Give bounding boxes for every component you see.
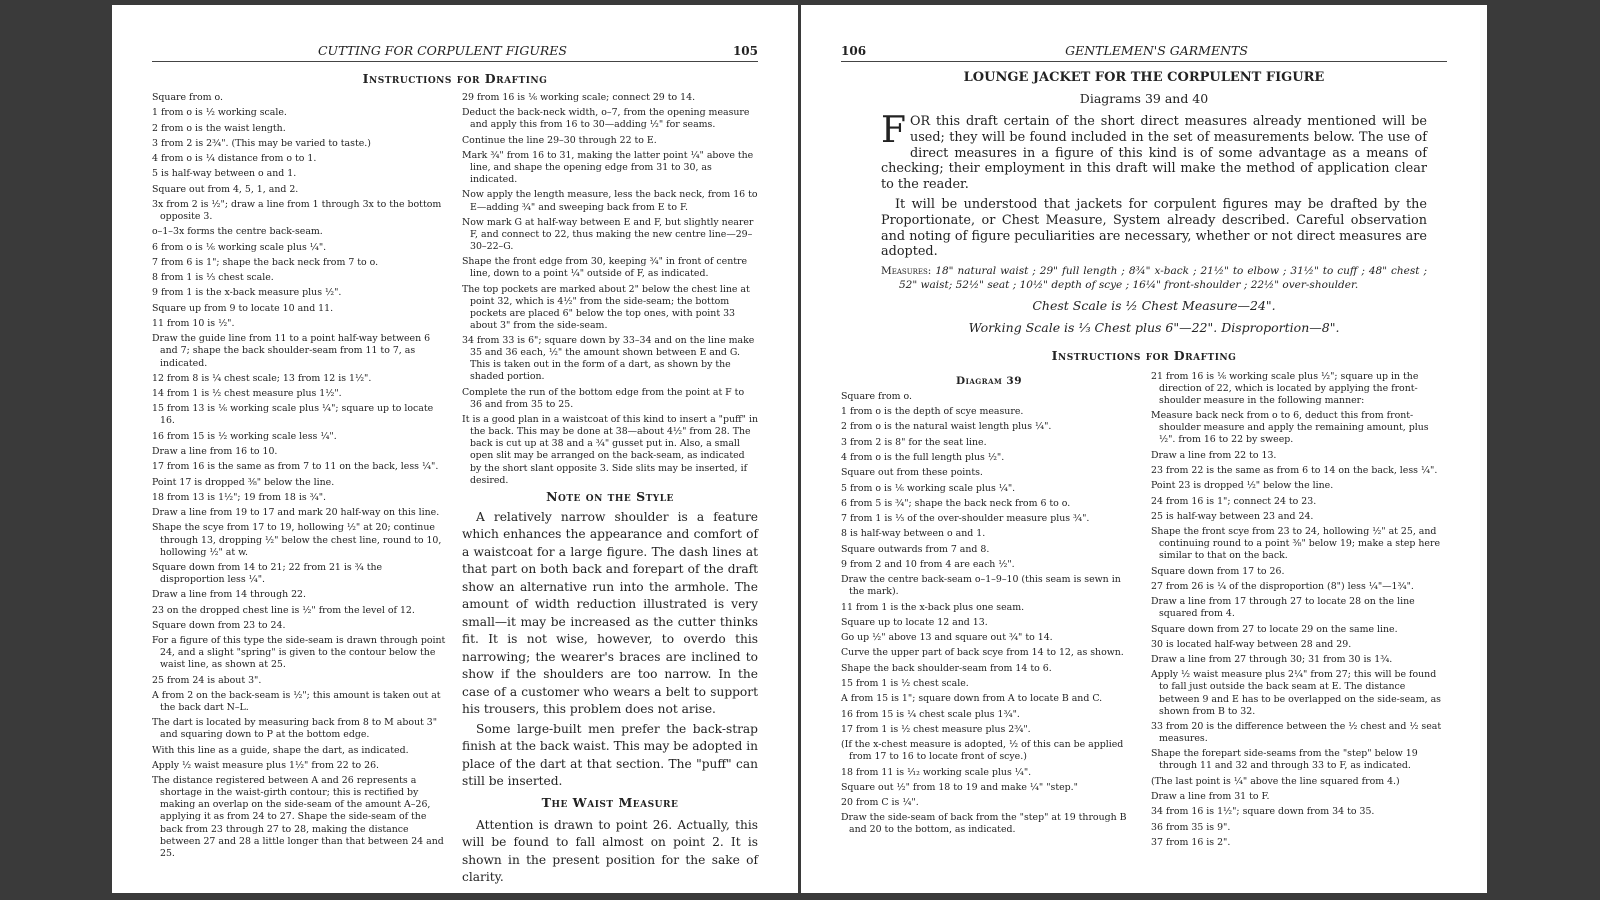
column-left xyxy=(152,92,448,889)
instruction-line: Square down from 23 to 24. xyxy=(152,619,286,631)
instruction-line: Curve the upper part of back scye from 14 to 12, as shown. xyxy=(841,647,1124,659)
instruction-line: 5 is half-way between o and 1. xyxy=(152,168,297,180)
article-subtitle: Diagrams 39 and 40 xyxy=(1079,91,1209,106)
instruction-line: 29 from 16 is ⅙ working scale; connect 29 to 14. xyxy=(462,92,696,103)
instruction-line: 27 from 26 is ¼ of the disproportion (8") less ¼"—1¾". xyxy=(1151,580,1414,592)
instruction-line: Shape the forepart side-seams from the "step" below 19 through 11 and 32 and through 33 to F, as indicated. xyxy=(1151,748,1418,772)
instruction-line: 18 from 11 is ¹⁄₁₂ working scale plus ¼". xyxy=(841,766,1032,778)
instruction-line: 24 from 16 is 1"; connect 24 to 23. xyxy=(1151,495,1317,507)
column-right xyxy=(1151,371,1447,852)
instruction-line: Square from o. xyxy=(841,390,912,402)
intro-paragraph: It will be understood that jackets for corpulent figures may be drafted by the Proportionate, or Chest Measure, System already described. Careful observation and noting of figure peculiarities are necessary, whether or not direct measures are adopted. xyxy=(881,196,1427,260)
page-number: 105 xyxy=(732,44,758,58)
waist-heading: The Waist Measure xyxy=(541,794,679,810)
instruction-line: 37 from 16 is 2". xyxy=(1151,836,1231,848)
instruction-line: 11 from 10 is ½". xyxy=(152,318,235,330)
instruction-line: 9 from 2 and 10 from 4 are each ½". xyxy=(841,558,1015,570)
instruction-line: Draw the centre back-seam o–1–9–10 (this seam is sewn in the mark). xyxy=(841,574,1121,598)
instruction-line: 20 from C is ¼". xyxy=(841,797,919,809)
instruction-line: Square out from 4, 5, 1, and 2. xyxy=(152,183,299,195)
section-heading: Instructions for Drafting xyxy=(1051,347,1237,363)
instruction-line: 2 from o is the waist length. xyxy=(152,122,286,134)
instruction-line: Square down from 27 to locate 29 on the same line. xyxy=(1151,623,1398,635)
instruction-line: o–1–3x forms the centre back-seam. xyxy=(152,226,323,238)
instruction-line: 5 from o is ⅙ working scale plus ¼". xyxy=(841,482,1016,494)
instruction-line: Deduct the back-neck width, o–7, from the opening measure and apply this from 16 to 30—adding ½" for seams. xyxy=(462,107,750,131)
instruction-line: Draw a line from 19 to 17 and mark 20 half-way on this line. xyxy=(152,507,440,519)
instruction-line: 23 on the dropped chest line is ½" from the level of 12. xyxy=(152,604,415,616)
instruction-line: 2 from o is the natural waist length plus ¼". xyxy=(841,421,1052,433)
running-title: CUTTING FOR CORPULENT FIGURES xyxy=(317,43,567,58)
instruction-line: 6 from o is ⅙ working scale plus ¼". xyxy=(152,241,327,253)
instruction-line: 21 from 16 is ⅙ working scale plus ½"; square up in the direction of 22, which is located by applying the front-shoulder measure in the following manner: xyxy=(1151,370,1419,406)
instruction-line: 3 from 2 is 8" for the seat line. xyxy=(841,436,987,448)
instruction-line: Square down from 17 to 26. xyxy=(1151,565,1285,577)
instruction-line: 7 from 6 is 1"; shape the back neck from 7 to o. xyxy=(152,256,379,268)
instruction-line: 14 from 1 is ½ chest measure plus 1½". xyxy=(152,388,342,400)
instruction-line: 3 from 2 is 2¾". (This may be varied to taste.) xyxy=(152,137,371,149)
instruction-line: Square up to locate 12 and 13. xyxy=(841,616,988,628)
intro xyxy=(841,110,1447,336)
instruction-line: Draw a line from 16 to 10. xyxy=(152,446,278,457)
instruction-line: Draw a line from 27 through 30; 31 from 30 is 1¾. xyxy=(1151,654,1393,666)
instruction-line: 11 from 1 is the x-back plus one seam. xyxy=(841,601,1025,613)
instruction-line: The distance registered between A and 26 represents a shortage in the waist-girth contour; this is rectified by making an overlap on the side-seam of the amount A–26, applying it as from 24 to 27. Shape the side-seam of the back from 23 through 27 to 28, making the distance between 27 and 28 a little longer than that between 24 and 25. xyxy=(152,775,444,859)
column-right xyxy=(462,92,758,889)
measures-label: Measures: xyxy=(881,265,932,278)
instruction-line: Square from o. xyxy=(152,92,223,103)
instruction-line: 8 is half-way between o and 1. xyxy=(841,528,986,540)
instruction-line: 23 from 22 is the same as from 6 to 14 on the back, less ¼". xyxy=(1151,464,1438,476)
instruction-line: 6 from 5 is ¾"; shape the back neck from 6 to o. xyxy=(841,497,1071,509)
measures-text: 18" natural waist ; 29" full length ; 8¾" x-back ; 21½" to elbow ; 31½" to cuff ; 48" chest ; 52" waist; 52½" seat ; 10½" depth of scye ; 16¼" front-shoulder ; 22½" over-shoulder. xyxy=(899,265,1427,292)
instruction-line: Measure back neck from o to 6, deduct this from front-shoulder measure and apply the remaining amount, plus ½". from 16 to 22 by sweep. xyxy=(1151,410,1429,446)
style-heading: Note on the Style xyxy=(546,488,674,504)
instruction-line: 36 from 35 is 9". xyxy=(1151,821,1231,833)
instruction-line: The dart is located by measuring back from 8 to M about 3" and squaring down to P at the bottom edge. xyxy=(152,717,438,741)
instruction-line: 34 from 16 is 1½"; square down from 34 to 35. xyxy=(1151,806,1375,818)
section-heading: Instructions for Drafting xyxy=(362,71,548,86)
instruction-line: A from 2 on the back-seam is ½"; this amount is taken out at the back dart N–L. xyxy=(152,689,441,713)
instruction-line: 34 from 33 is 6"; square down by 33–34 and on the line make 35 and 36 each, ½" the amount shown between E and G. This is taken out in the form of a dart, as shown by the shaded portion. xyxy=(462,335,755,383)
instruction-line: 7 from 1 is ⅓ of the over-shoulder measure plus ¾". xyxy=(841,513,1090,525)
working-scale: Working Scale is ⅓ Chest plus 6"—22". Disproportion—8". xyxy=(968,319,1340,335)
instruction-line: Continue the line 29–30 through 22 to E. xyxy=(462,134,657,146)
instruction-line: Apply ½ waist measure plus 2¼" from 27; this will be found to fall just outside the back seam at E. The distance between 9 and E has to be overlapped on the side-seam, as shown from B to 32. xyxy=(1151,669,1441,717)
body-paragraph: Attention is drawn to point 26. Actually, this will be found to fall almost on point 2. It is shown in the present position for the sake of clarity. xyxy=(462,817,758,885)
running-header xyxy=(152,43,758,62)
instruction-line: Draw a line from 14 through 22. xyxy=(152,589,306,601)
drop-cap: F xyxy=(881,110,906,151)
instruction-line: Shape the front scye from 23 to 24, hollowing ½" at 25, and continuing round to a point ⅜" below 19; make a step here similar to that on the back. xyxy=(1151,526,1440,562)
instruction-line: The top pockets are marked about 2" below the chest line at point 32, which is 4½" from the side-seam; the bottom pockets are placed 6" below the top ones, with point 33 about 3" from the side-seam. xyxy=(462,283,750,331)
instruction-line: It is a good plan in a waistcoat of this kind to insert a "puff" in the back. This may be done at 38—about 4½" from 28. The back is cut up at 38 and a ¾" gusset put in. Also, a small open slit may be arranged on the back-seam, as indicated by the short slant opposite 3. Side slits may be inserted, if desired. xyxy=(462,414,759,486)
instruction-line: 16 from 15 is ½ working scale less ¼". xyxy=(152,430,337,442)
instruction-line: Draw a line from 17 through 27 to locate 28 on the line squared from 4. xyxy=(1151,596,1415,620)
instruction-line: Square out ½" from 18 to 19 and make ¼" "step." xyxy=(841,781,1078,793)
instruction-line: 9 from 1 is the x-back measure plus ½". xyxy=(152,287,342,299)
instruction-line: Now apply the length measure, less the back neck, from 16 to E—adding ¾" and sweeping back from E to F. xyxy=(462,189,758,213)
instruction-line: Mark ¾" from 16 to 31, making the latter point ¼" above the line, and shape the opening edge from 31 to 30, as indicated. xyxy=(462,149,754,186)
body-paragraph: A relatively narrow shoulder is a feature which enhances the appearance and comfort of a waistcoat for a large figure. The dash lines at that part on both back and forepart of the draft show an alternative run into the armhole. The amount of width reduction illustrated is very small—it may be increased as the cutter thinks fit. It is not wise, however, to overdo this narrowing; the wearer's braces are inclined to show if the shoulders are too narrow. In the case of a customer who wears a belt to support his trousers, this problem does not arise. xyxy=(462,509,758,717)
instruction-line: 4 from o is the full length plus ½". xyxy=(841,451,1005,463)
page-number: 106 xyxy=(841,44,867,58)
instruction-line: Draw a line from 22 to 13. xyxy=(1151,449,1277,461)
instruction-line: Shape the scye from 17 to 19, hollowing ½" at 20; continue through 13, dropping ½" below the chest line, round to 10, hollowing ½" at w. xyxy=(152,522,442,558)
intro-paragraph: FOR this draft certain of the short direct measures already mentioned will be used; they will be found included in the set of measurements below. The use of direct measures in a figure of this kind is of some advantage as a means of checking; their employment in this draft will make the method of application clear to the reader. xyxy=(881,110,1427,193)
instruction-line: With this line as a guide, shape the dart, as indicated. xyxy=(152,744,409,756)
page-106 xyxy=(801,5,1487,893)
instruction-line: Draw the side-seam of back from the "step" at 19 through B and 20 to the bottom, as indicated. xyxy=(841,812,1127,836)
instruction-line: 25 is half-way between 23 and 24. xyxy=(1151,510,1314,522)
instruction-line: Draw a line from 31 to F. xyxy=(1151,790,1270,802)
instruction-line: Shape the back shoulder-seam from 14 to 6. xyxy=(841,662,1052,674)
instruction-line: 33 from 20 is the difference between the ½ chest and ½ seat measures. xyxy=(1151,720,1442,745)
instruction-line: Now mark G at half-way between E and F, but slightly nearer F, and connect to 22, thus making the new centre line—29–30–22–G. xyxy=(462,216,754,252)
instruction-line: 30 is located half-way between 28 and 29. xyxy=(1151,638,1352,650)
instruction-line: Apply ½ waist measure plus 1½" from 22 to 26. xyxy=(152,759,380,771)
text-columns xyxy=(841,371,1447,852)
instruction-line: 3x from 2 is ½"; draw a line from 1 through 3x to the bottom opposite 3. xyxy=(152,198,442,223)
instruction-line: 17 from 1 is ½ chest measure plus 2¾". xyxy=(841,723,1031,735)
instruction-line: Square down from 14 to 21; 22 from 21 is ¾ the disproportion less ¼". xyxy=(152,561,383,585)
instruction-line: Square outwards from 7 and 8. xyxy=(841,543,990,555)
instruction-line: A from 15 is 1"; square down from A to locate B and C. xyxy=(841,693,1103,705)
running-header xyxy=(841,43,1447,62)
instruction-line: 16 from 15 is ¼ chest scale plus 1¾". xyxy=(841,708,1020,720)
instruction-line: 1 from o is ½ working scale. xyxy=(152,107,287,119)
running-title: GENTLEMEN'S GARMENTS xyxy=(1065,43,1248,58)
instruction-line: Go up ½" above 13 and square out ¾" to 14. xyxy=(841,632,1053,644)
instruction-line: (If the x-chest measure is adopted, ½ of this can be applied from 17 to 16 to locate front of scye.) xyxy=(841,739,1124,763)
instruction-line: 1 from o is the depth of scye measure. xyxy=(841,406,1024,418)
column-left xyxy=(841,371,1137,852)
measures xyxy=(881,264,1427,292)
instruction-line: 18 from 13 is 1½"; 19 from 18 is ¾". xyxy=(152,491,327,503)
instruction-line: 25 from 24 is about 3". xyxy=(152,674,262,686)
instruction-line: 8 from 1 is ⅓ chest scale. xyxy=(152,272,274,284)
instruction-line: Shape the front edge from 30, keeping ¾" in front of centre line, down to a point ¼" outside of F, as indicated. xyxy=(462,256,748,280)
instruction-line: Point 17 is dropped ⅜" below the line. xyxy=(152,476,335,488)
instruction-line: (The last point is ¼" above the line squared from 4.) xyxy=(1151,775,1400,787)
instruction-line: Draw the guide line from 11 to a point half-way between 6 and 7; shape the back shoulder-seam from 11 to 7, as indicated. xyxy=(152,333,431,369)
instruction-line: 15 from 1 is ½ chest scale. xyxy=(841,678,969,690)
body-paragraph: Some large-built men prefer the back-strap finish at the back waist. This may be adopted in place of the dart at that section. The "puff" can still be inserted. xyxy=(462,721,758,789)
instruction-line: 12 from 8 is ¼ chest scale; 13 from 12 is 1½". xyxy=(152,372,372,384)
instruction-line: 15 from 13 is ⅙ working scale plus ¼"; square up to locate 16. xyxy=(152,403,434,427)
instruction-line: Square up from 9 to locate 10 and 11. xyxy=(152,302,334,314)
page-105 xyxy=(112,5,798,893)
instruction-line: Complete the run of the bottom edge from the point at F to 36 and from 35 to 25. xyxy=(462,386,745,410)
instruction-line: 4 from o is ¼ distance from o to 1. xyxy=(152,153,317,165)
diagram-label: Diagram 39 xyxy=(955,374,1023,387)
instruction-line: Square out from these points. xyxy=(841,467,983,479)
article-title: LOUNGE JACKET FOR THE CORPULENT FIGURE xyxy=(963,70,1325,85)
chest-scale: Chest Scale is ½ Chest Measure—24". xyxy=(1032,298,1276,314)
instruction-line: 17 from 16 is the same as from 7 to 11 on the back, less ¼". xyxy=(152,461,439,473)
instruction-line: For a figure of this type the side-seam is drawn through point 24, and a slight "spring" is given to the contour below the waist line, as shown at 25. xyxy=(152,635,446,671)
text-columns xyxy=(152,92,758,889)
instruction-line: Point 23 is dropped ½" below the line. xyxy=(1151,480,1334,492)
